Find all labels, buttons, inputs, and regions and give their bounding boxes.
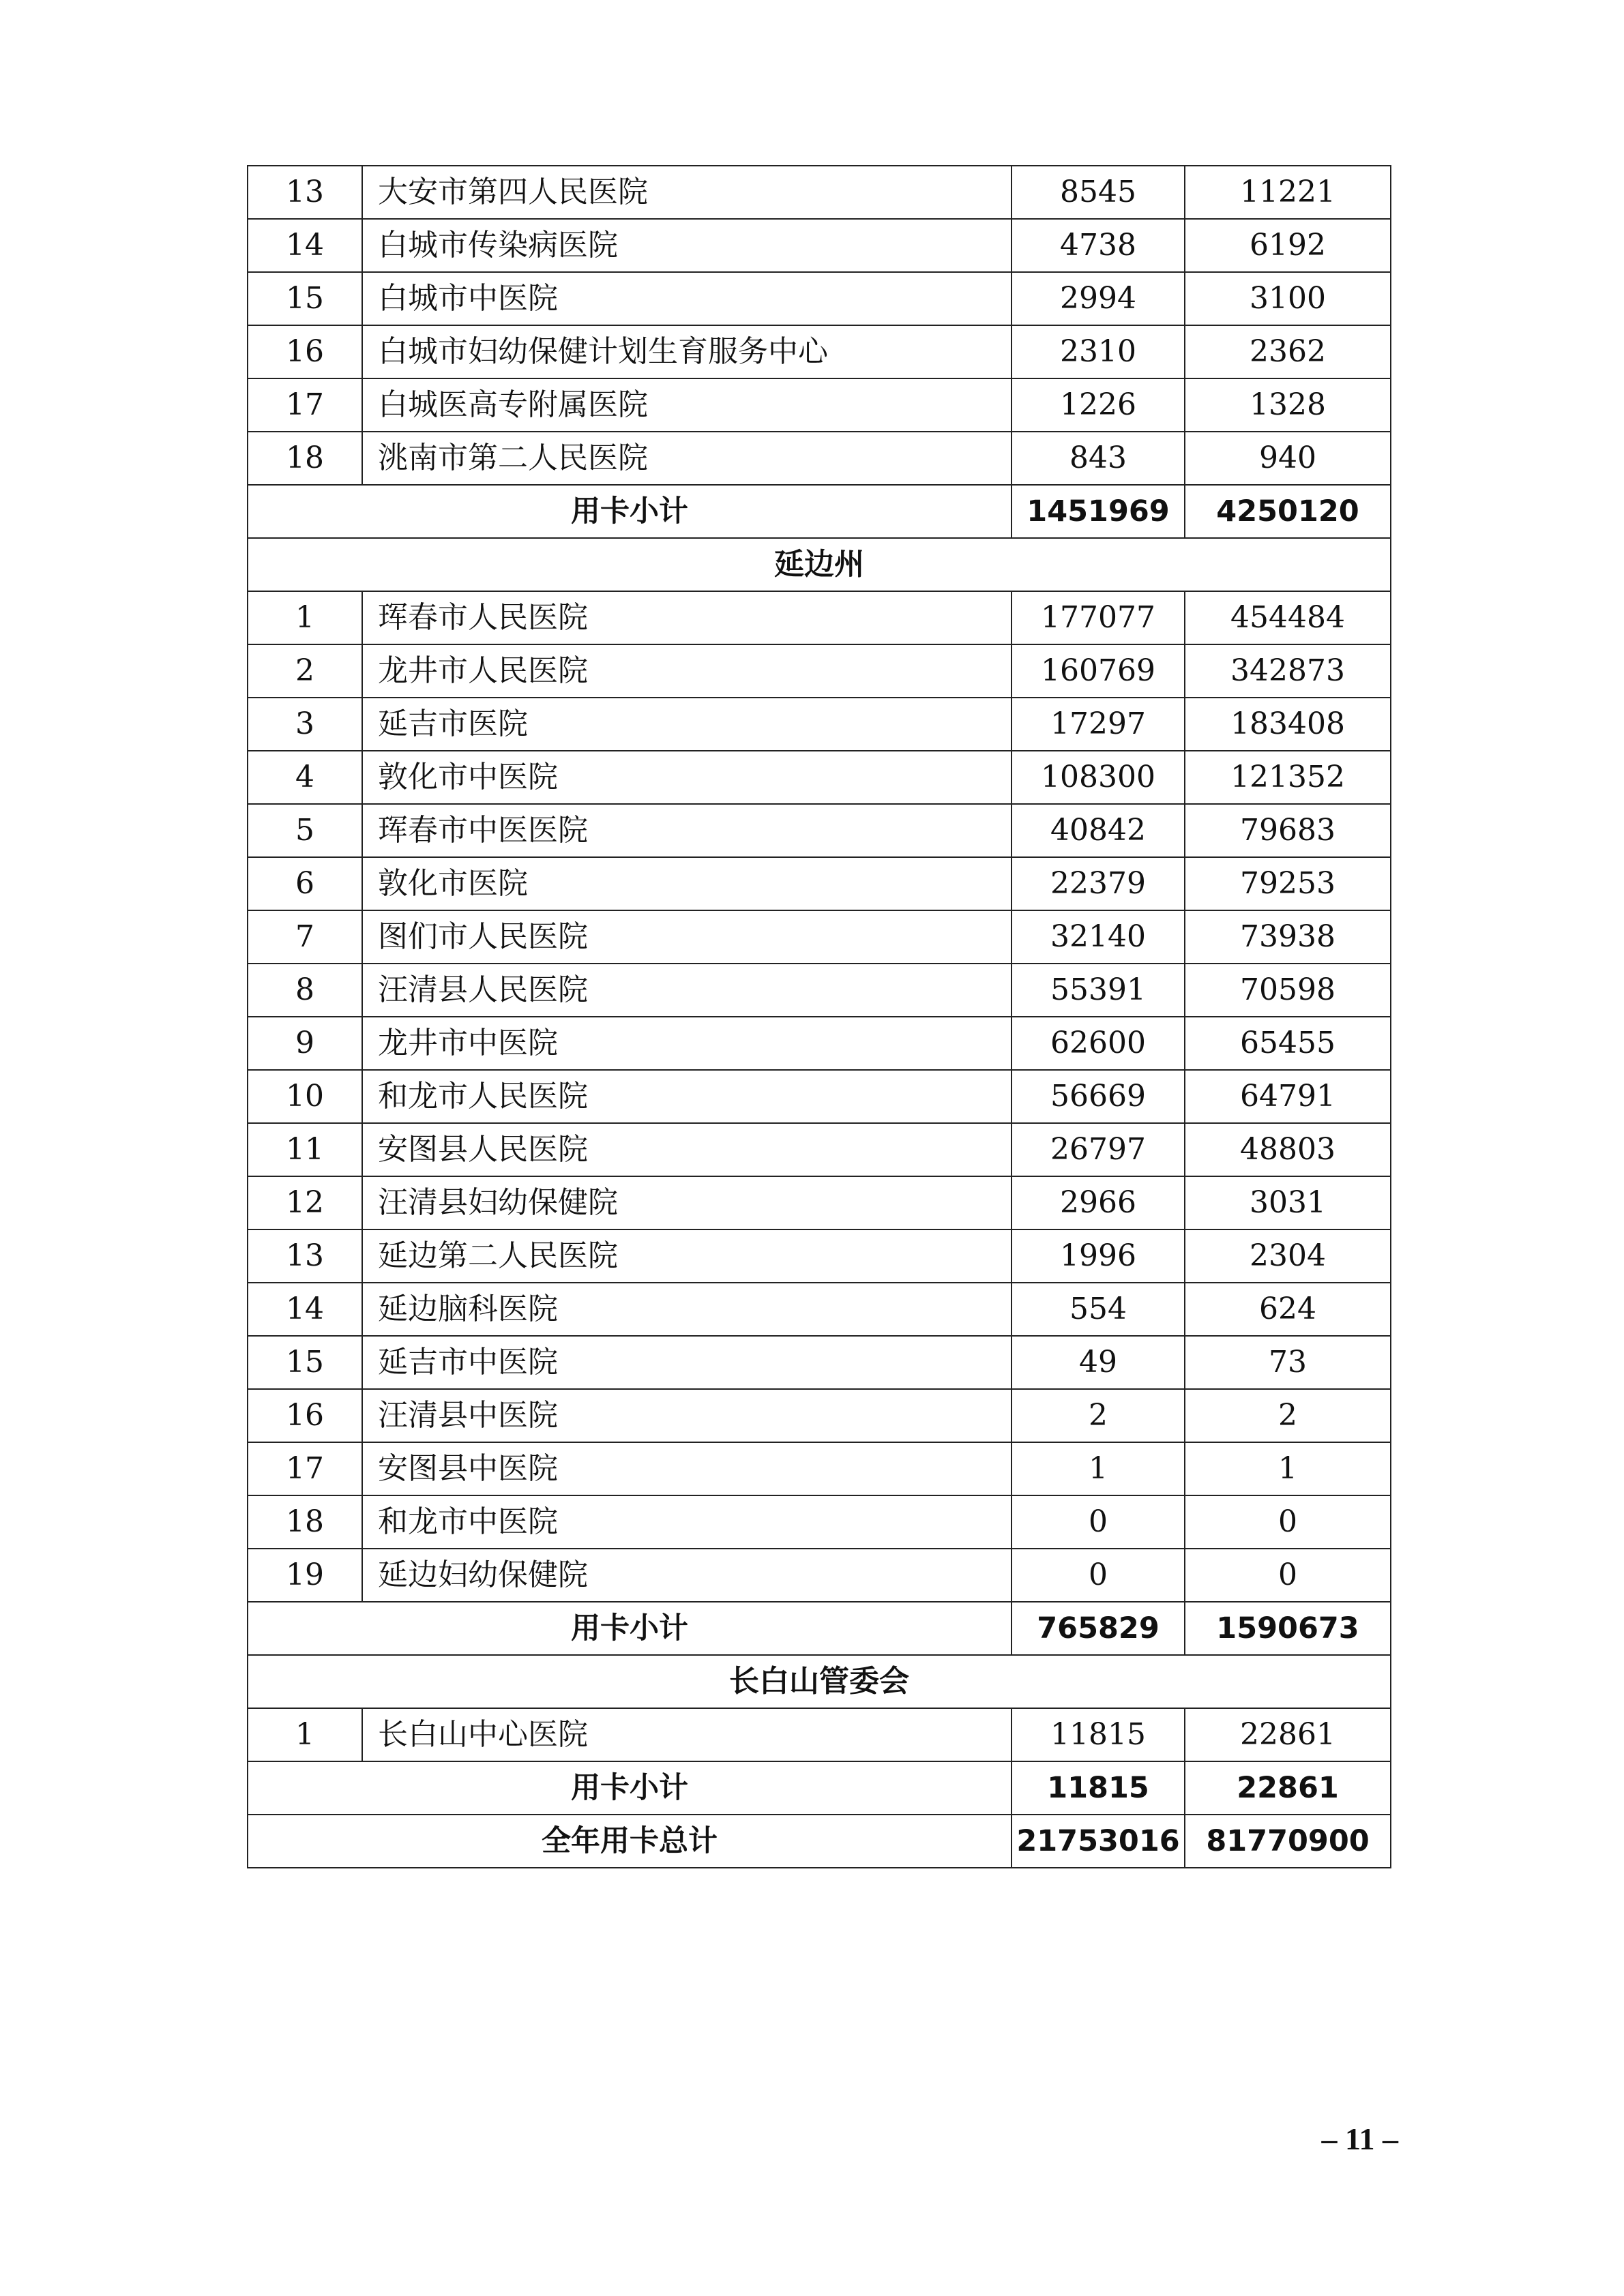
- hospital-name: 白城医高专附属医院: [362, 378, 1012, 432]
- value-col-1: 55391: [1012, 964, 1185, 1017]
- section-title: 延边州: [248, 538, 1391, 591]
- table-row: [248, 804, 1391, 857]
- hospital-name: 敦化市医院: [362, 857, 1012, 910]
- subtotal-value-2: 81770900: [1185, 1815, 1391, 1868]
- row-number: 1: [248, 1708, 362, 1761]
- row-number: 18: [248, 432, 362, 485]
- table-row: [248, 1123, 1391, 1176]
- row-number: 9: [248, 1017, 362, 1070]
- value-col-1: 4738: [1012, 219, 1185, 272]
- table-body: [248, 166, 1391, 1868]
- value-col-2: 624: [1185, 1283, 1391, 1336]
- table-row: [248, 1336, 1391, 1389]
- hospital-name: 龙井市中医院: [362, 1017, 1012, 1070]
- subtotal-value-2: 4250120: [1185, 485, 1391, 538]
- row-number: 13: [248, 1229, 362, 1283]
- value-col-1: 1996: [1012, 1229, 1185, 1283]
- hospital-name: 和龙市中医院: [362, 1495, 1012, 1549]
- hospital-name: 汪清县人民医院: [362, 964, 1012, 1017]
- hospital-name: 延吉市医院: [362, 698, 1012, 751]
- row-number: 16: [248, 325, 362, 378]
- table-row: [248, 325, 1391, 378]
- value-col-2: 79253: [1185, 857, 1391, 910]
- table-row: [248, 1549, 1391, 1602]
- value-col-1: 62600: [1012, 1017, 1185, 1070]
- hospital-name: 延边第二人民医院: [362, 1229, 1012, 1283]
- hospital-name: 汪清县妇幼保健院: [362, 1176, 1012, 1229]
- hospital-name: 延边脑科医院: [362, 1283, 1012, 1336]
- value-col-2: 65455: [1185, 1017, 1391, 1070]
- value-col-1: 56669: [1012, 1070, 1185, 1123]
- value-col-1: 32140: [1012, 910, 1185, 964]
- row-number: 14: [248, 1283, 362, 1336]
- hospital-name: 汪清县中医院: [362, 1389, 1012, 1442]
- row-number: 17: [248, 378, 362, 432]
- row-number: 7: [248, 910, 362, 964]
- table-row: [248, 1176, 1391, 1229]
- subtotal-label: 用卡小计: [248, 485, 1012, 538]
- hospital-name: 安图县中医院: [362, 1442, 1012, 1495]
- section-header-row: [248, 1655, 1391, 1708]
- table-row: [248, 1283, 1391, 1336]
- hospital-name: 图们市人民医院: [362, 910, 1012, 964]
- row-number: 10: [248, 1070, 362, 1123]
- value-col-1: 40842: [1012, 804, 1185, 857]
- row-number: 11: [248, 1123, 362, 1176]
- table-row: [248, 219, 1391, 272]
- value-col-2: 454484: [1185, 591, 1391, 644]
- value-col-1: 1: [1012, 1442, 1185, 1495]
- section-title: 长白山管委会: [248, 1655, 1391, 1708]
- table-row: [248, 698, 1391, 751]
- row-number: 19: [248, 1549, 362, 1602]
- subtotal-label: 用卡小计: [248, 1761, 1012, 1815]
- value-col-1: 0: [1012, 1495, 1185, 1549]
- row-number: 1: [248, 591, 362, 644]
- row-number: 16: [248, 1389, 362, 1442]
- subtotal-row: [248, 485, 1391, 538]
- value-col-2: 79683: [1185, 804, 1391, 857]
- value-col-2: 70598: [1185, 964, 1391, 1017]
- table-row: [248, 1389, 1391, 1442]
- table-row: [248, 166, 1391, 219]
- hospital-name: 和龙市人民医院: [362, 1070, 1012, 1123]
- value-col-1: 843: [1012, 432, 1185, 485]
- value-col-2: 3031: [1185, 1176, 1391, 1229]
- section-header-row: [248, 538, 1391, 591]
- value-col-1: 49: [1012, 1336, 1185, 1389]
- table-row: [248, 1708, 1391, 1761]
- row-number: 6: [248, 857, 362, 910]
- value-col-1: 26797: [1012, 1123, 1185, 1176]
- value-col-1: 8545: [1012, 166, 1185, 219]
- hospital-name: 长白山中心医院: [362, 1708, 1012, 1761]
- row-number: 3: [248, 698, 362, 751]
- subtotal-value-1: 11815: [1012, 1761, 1185, 1815]
- subtotal-value-1: 765829: [1012, 1602, 1185, 1655]
- row-number: 17: [248, 1442, 362, 1495]
- table-row: [248, 272, 1391, 325]
- subtotal-row: [248, 1602, 1391, 1655]
- value-col-2: 64791: [1185, 1070, 1391, 1123]
- subtotal-row: [248, 1761, 1391, 1815]
- value-col-2: 1328: [1185, 378, 1391, 432]
- hospital-name: 敦化市中医院: [362, 751, 1012, 804]
- value-col-2: 121352: [1185, 751, 1391, 804]
- subtotal-value-1: 21753016: [1012, 1815, 1185, 1868]
- hospital-name: 延吉市中医院: [362, 1336, 1012, 1389]
- table-row: [248, 910, 1391, 964]
- subtotal-row: [248, 1815, 1391, 1868]
- value-col-2: 22861: [1185, 1708, 1391, 1761]
- subtotal-value-2: 22861: [1185, 1761, 1391, 1815]
- hospital-name: 白城市中医院: [362, 272, 1012, 325]
- value-col-2: 342873: [1185, 644, 1391, 698]
- table-row: [248, 857, 1391, 910]
- row-number: 2: [248, 644, 362, 698]
- value-col-2: 3100: [1185, 272, 1391, 325]
- row-number: 13: [248, 166, 362, 219]
- hospital-name: 珲春市中医医院: [362, 804, 1012, 857]
- value-col-2: 940: [1185, 432, 1391, 485]
- row-number: 4: [248, 751, 362, 804]
- value-col-1: 2966: [1012, 1176, 1185, 1229]
- subtotal-label: 用卡小计: [248, 1602, 1012, 1655]
- row-number: 15: [248, 272, 362, 325]
- value-col-2: 2362: [1185, 325, 1391, 378]
- value-col-1: 160769: [1012, 644, 1185, 698]
- subtotal-value-1: 1451969: [1012, 485, 1185, 538]
- value-col-2: 73938: [1185, 910, 1391, 964]
- hospital-name: 洮南市第二人民医院: [362, 432, 1012, 485]
- page-number: – 11 –: [1321, 2121, 1398, 2156]
- row-number: 18: [248, 1495, 362, 1549]
- hospital-name: 珲春市人民医院: [362, 591, 1012, 644]
- hospital-name: 安图县人民医院: [362, 1123, 1012, 1176]
- hospital-name: 龙井市人民医院: [362, 644, 1012, 698]
- table-row: [248, 1229, 1391, 1283]
- row-number: 8: [248, 964, 362, 1017]
- table-row: [248, 1442, 1391, 1495]
- table-row: [248, 1070, 1391, 1123]
- row-number: 12: [248, 1176, 362, 1229]
- hospital-name: 白城市妇幼保健计划生育服务中心: [362, 325, 1012, 378]
- value-col-2: 1: [1185, 1442, 1391, 1495]
- value-col-1: 554: [1012, 1283, 1185, 1336]
- value-col-1: 2310: [1012, 325, 1185, 378]
- value-col-2: 2: [1185, 1389, 1391, 1442]
- value-col-2: 11221: [1185, 166, 1391, 219]
- value-col-1: 2: [1012, 1389, 1185, 1442]
- table-row: [248, 751, 1391, 804]
- table-row: [248, 591, 1391, 644]
- row-number: 15: [248, 1336, 362, 1389]
- value-col-2: 0: [1185, 1549, 1391, 1602]
- value-col-1: 22379: [1012, 857, 1185, 910]
- value-col-1: 1226: [1012, 378, 1185, 432]
- value-col-1: 0: [1012, 1549, 1185, 1602]
- value-col-1: 11815: [1012, 1708, 1185, 1761]
- value-col-1: 17297: [1012, 698, 1185, 751]
- hospital-name: 白城市传染病医院: [362, 219, 1012, 272]
- table-row: [248, 1495, 1391, 1549]
- value-col-1: 177077: [1012, 591, 1185, 644]
- hospital-name: 大安市第四人民医院: [362, 166, 1012, 219]
- row-number: 14: [248, 219, 362, 272]
- value-col-2: 2304: [1185, 1229, 1391, 1283]
- table-row: [248, 1017, 1391, 1070]
- row-number: 5: [248, 804, 362, 857]
- value-col-2: 183408: [1185, 698, 1391, 751]
- value-col-1: 2994: [1012, 272, 1185, 325]
- value-col-2: 0: [1185, 1495, 1391, 1549]
- table-row: [248, 432, 1391, 485]
- table-row: [248, 378, 1391, 432]
- value-col-2: 6192: [1185, 219, 1391, 272]
- subtotal-value-2: 1590673: [1185, 1602, 1391, 1655]
- hospital-card-usage-table: [247, 165, 1391, 1868]
- table-row: [248, 964, 1391, 1017]
- hospital-name: 延边妇幼保健院: [362, 1549, 1012, 1602]
- value-col-2: 48803: [1185, 1123, 1391, 1176]
- table-row: [248, 644, 1391, 698]
- value-col-2: 73: [1185, 1336, 1391, 1389]
- subtotal-label: 全年用卡总计: [248, 1815, 1012, 1868]
- value-col-1: 108300: [1012, 751, 1185, 804]
